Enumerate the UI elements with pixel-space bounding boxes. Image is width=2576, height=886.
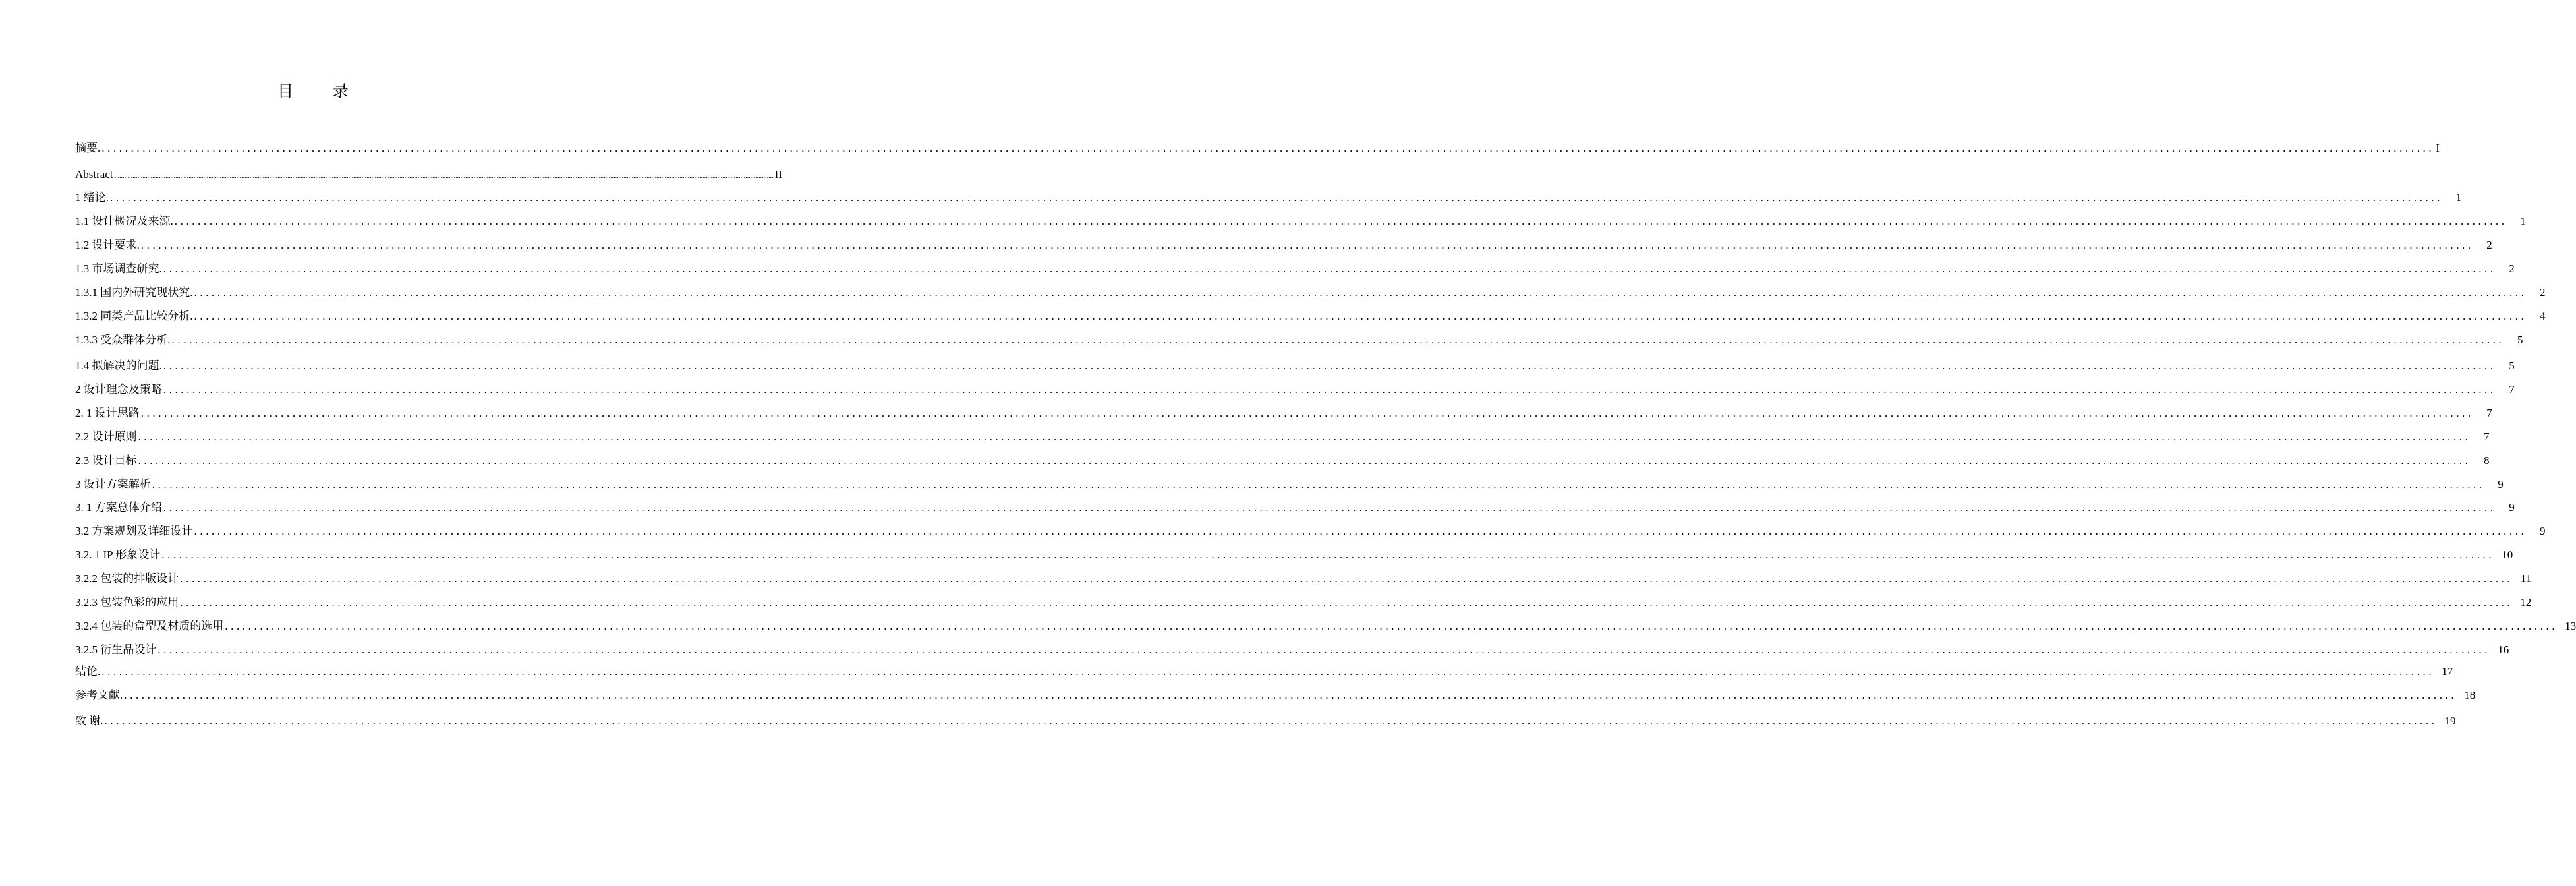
toc-entry-label: 3.2.4 包装的盒型及材质的选用 — [75, 620, 224, 632]
toc-entry[interactable] — [75, 664, 2453, 680]
toc-dot-leader: ................................................................................................................................................................................................................................................................................................................................................................................................................ — [161, 548, 2495, 561]
toc-dot-leader: ................................................................................................................................................................................................................................................................................................................................................................................................................ — [163, 359, 2496, 372]
toc-entry-label: 2 设计理念及策略 — [75, 383, 162, 396]
toc-dot-leader: ................................................................................................................................................................................................................................................................................................................................................................................................................ — [101, 665, 2435, 678]
toc-page-number: 1 — [2455, 191, 2461, 204]
table-of-contents — [75, 0, 2576, 886]
toc-entry[interactable] — [75, 713, 2456, 729]
toc-entry-label: 1.3.1 国内外研究现状究. — [75, 286, 193, 299]
toc-page-number: 9 — [2509, 501, 2515, 514]
toc-entry[interactable] — [75, 237, 2492, 253]
toc-dot-leader: ................................................................................................................................................................................................................................................................................................................................................................................................................ — [140, 407, 2474, 419]
toc-dot-leader: ................................................................................................................................................................................................................................................................................................................................................................................................................ — [194, 525, 2527, 537]
toc-entry-label: 2. 1 设计思路 — [75, 407, 140, 419]
toc-entry[interactable] — [75, 382, 2515, 398]
toc-entry-label: Abstract — [75, 168, 113, 181]
toc-page-number: 9 — [2498, 478, 2504, 490]
toc-entry[interactable] — [75, 140, 2440, 156]
toc-dot-leader: ................................................................................................................................................................................................................................................................................................................................................................................................................ — [163, 262, 2496, 275]
toc-entry[interactable] — [75, 429, 2490, 445]
toc-entry[interactable] — [75, 642, 2509, 658]
toc-page-number: 2 — [2486, 239, 2492, 251]
toc-page-number: 11 — [2520, 572, 2532, 585]
toc-dot-leader: ................................................................................................................................................................................................................................................................................................................................................................................................................ — [104, 715, 2438, 727]
toc-entry-label: 1.1 设计概况及来源. — [75, 215, 173, 227]
toc-page-number: 2 — [2540, 286, 2546, 299]
toc-dot-leader: ................................................................................................................................................................................................................................................................................................................................................................................................................ — [163, 383, 2496, 396]
toc-dot-leader: ................................................................................................................................................................................................................................................................................................................................................................................................................ — [140, 239, 2474, 251]
toc-page-number: 18 — [2464, 689, 2476, 701]
toc-entry-label: 3.2 方案规划及详细设计 — [75, 525, 193, 537]
toc-entry-label: 3.2.5 衍生品设计 — [75, 643, 157, 656]
toc-dot-leader: ................................................................................................................................................................................................................................................................................................................................................................................................................ — [225, 620, 2558, 632]
toc-entry-label: 3.2.3 包装色彩的应用 — [75, 596, 179, 608]
toc-entry-label: 摘要. — [75, 142, 101, 154]
toc-dot-leader: ................................................................................................................................................................................................................................................................................................................................................................................................................ — [101, 142, 2435, 154]
toc-page-number: 19 — [2444, 715, 2456, 727]
toc-entry-label: 1 绪论. — [75, 191, 109, 204]
toc-entry-label: 1.2 设计要求. — [75, 239, 140, 251]
toc-page-number: 5 — [2517, 334, 2523, 346]
toc-dot-leader: ................................................................................................................................................................................................................................................................................................................................................................................................................ — [163, 501, 2496, 514]
toc-entry-label: 3.2. 1 IP 形象设计 — [75, 548, 161, 561]
toc-entry[interactable] — [75, 547, 2513, 563]
toc-entry-label: 1.4 拟解决的问题. — [75, 359, 162, 372]
toc-page-number: 5 — [2509, 359, 2515, 372]
toc-entry[interactable] — [75, 477, 2504, 492]
toc-entry[interactable] — [75, 618, 2576, 634]
toc-page-number: 4 — [2540, 310, 2546, 322]
toc-entry[interactable] — [75, 214, 2526, 229]
toc-page-number: 7 — [2486, 407, 2492, 419]
toc-page-number: 7 — [2484, 430, 2490, 443]
toc-entry[interactable] — [75, 571, 2532, 587]
toc-page-number: 12 — [2520, 596, 2532, 608]
toc-entry-label: 2.3 设计目标 — [75, 454, 137, 467]
toc-entry-label: 2.2 设计原则 — [75, 430, 137, 443]
toc-dot-leader: ................................................................................................................................................................................................................................................................................................................................................................................................................ — [110, 191, 2443, 204]
toc-page-number: 17 — [2442, 665, 2453, 678]
toc-entry[interactable] — [75, 405, 2492, 421]
toc-entry[interactable] — [75, 595, 2532, 610]
toc-dot-leader: ................................................................................................................................................................................................................................................................................................................................................................................................................ — [171, 334, 2505, 346]
toc-page-number: 1 — [2520, 215, 2526, 227]
toc-entry[interactable] — [75, 500, 2515, 516]
toc-page-number: 16 — [2498, 643, 2509, 656]
toc-entry[interactable] — [75, 358, 2515, 374]
toc-dot-leader: ................................................................................................................................................................................................................................................................................................................................................................................................................ — [194, 286, 2527, 299]
toc-page-number: II — [774, 168, 782, 181]
toc-page-number: I — [2436, 142, 2440, 154]
toc-entry-label: 3 设计方案解析 — [75, 478, 151, 490]
toc-dot-leader: ................................................................................................................................................................................................................................................................................................................................................................................................................ — [124, 689, 2457, 701]
toc-dot-leader: ................................................................................................................................................................................................................................................................................................................................................................................................................ — [157, 643, 2491, 656]
toc-page-number: 10 — [2502, 548, 2513, 561]
toc-entry[interactable] — [75, 688, 2476, 703]
toc-page-number: 7 — [2509, 383, 2515, 396]
toc-entry[interactable] — [75, 190, 2461, 206]
toc-dot-leader: ................................................................................................................................................................................................................................................................................................................................................................................................................ — [180, 596, 2513, 608]
toc-dot-leader: ................................................................................................................................................................................................................................................................................................................................................................................................................ — [194, 310, 2527, 322]
toc-entry[interactable] — [75, 332, 2523, 348]
toc-entry[interactable] — [75, 285, 2546, 301]
toc-entry[interactable] — [75, 453, 2490, 469]
toc-entry-label: 1.3.3 受众群体分析. — [75, 334, 171, 346]
toc-dot-leader: ................................................................................................................................................................................................................................................................................................................................................................................................................ — [152, 478, 2485, 490]
toc-dot-leader: ................................................................................................................................................................................................................................................................................................................................................................................................................ — [114, 173, 774, 180]
toc-entry-label: 1.3 市场调查研究. — [75, 262, 162, 275]
toc-dot-leader: ................................................................................................................................................................................................................................................................................................................................................................................................................ — [180, 572, 2513, 585]
toc-dot-leader: ................................................................................................................................................................................................................................................................................................................................................................................................................ — [138, 454, 2471, 467]
toc-entry[interactable] — [75, 523, 2546, 539]
toc-dot-leader: ................................................................................................................................................................................................................................................................................................................................................................................................................ — [138, 430, 2471, 443]
toc-page-number: 9 — [2540, 525, 2546, 537]
toc-entry[interactable] — [75, 261, 2515, 277]
toc-entry[interactable] — [75, 167, 782, 183]
toc-entry-label: 1.3.2 同类产品比较分析. — [75, 310, 193, 322]
toc-page-number: 13 — [2565, 620, 2576, 632]
toc-entry-label: 3.2.2 包装的排版设计 — [75, 572, 179, 585]
toc-entry-label: 致 谢. — [75, 715, 103, 727]
page-title: 目 录 — [277, 82, 366, 100]
toc-entry-label: 参考文献. — [75, 689, 123, 701]
toc-entry-label: 3. 1 方案总体介绍 — [75, 501, 162, 514]
toc-page-number: 2 — [2509, 262, 2515, 275]
toc-dot-leader: ................................................................................................................................................................................................................................................................................................................................................................................................................ — [174, 215, 2507, 227]
toc-entry[interactable] — [75, 309, 2546, 324]
toc-page-number: 8 — [2484, 454, 2490, 467]
toc-entry-label: 结论. — [75, 665, 101, 678]
